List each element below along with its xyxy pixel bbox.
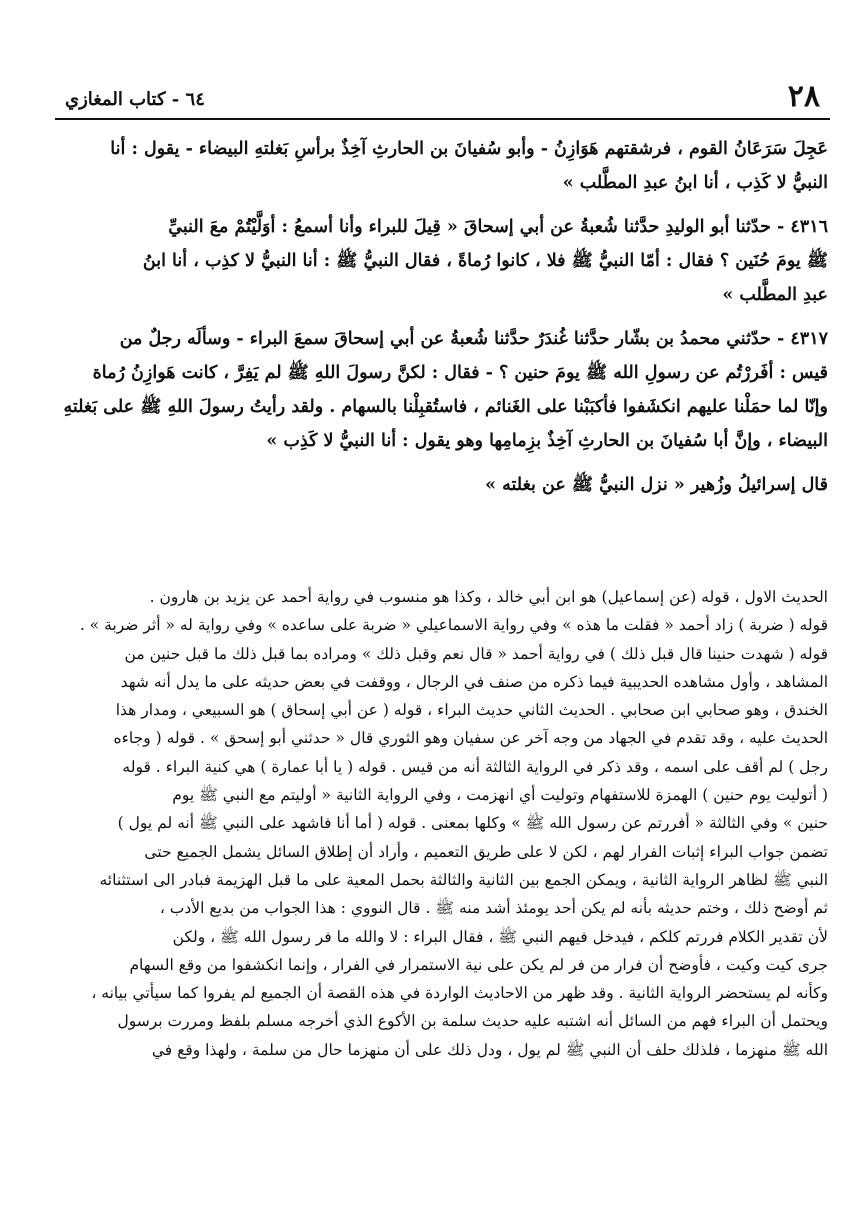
hadith-line: البيضاء ، وإنَّ أبا سُفيانَ بن الحارثِ آخِذٌ بزِمامِها وهو يقول : أنا النبيُّ لا كَذِب » [266, 431, 828, 451]
commentary-line: النبي ﷺ لظاهر الرواية الثانية ، ويمكن الجمع بين الثانية والثالثة بحمل المعية على ما قبل الهزيمة فبادر الى استثنائه [99, 870, 828, 889]
commentary-line: المشاهد ، وأول مشاهده الحديبية فيما ذكره من صنف في الرجال ، ووقفت في بعض حديثه على ما يدل أنه شهد [120, 672, 828, 691]
hadith-line: عبدِ المطَّلب » [722, 285, 828, 305]
hadith-text [58, 132, 828, 502]
commentary-line: جرى كيت وكيت ، فأوضح أن فرار من فر لم يكن على نية الاستمرار في الفرار ، وإنما انكشفوا من وقع السهام [129, 955, 828, 974]
page-number: ٢٨ [787, 79, 820, 114]
hadith-line: وإنّا لما حمَلْنا عليهم انكشَفوا فأكبَبْنا على الغَنائم ، فاستُقبِلْنا بالسهام . ولقد رأيتُ رسولَ اللهِ ﷺ على بَغلتهِ [63, 397, 828, 417]
hadith-line: ﷺ يومَ حُنَين ؟ فقال : أمّا النبيُّ ﷺ فلا ، كانوا رُماةً ، فقال النبيُّ ﷺ : أنا النبيُّ لا كذِب ، أنا ابنُ [142, 251, 828, 271]
commentary-line: وكأنه لم يستحضر الرواية الثانية . وقد ظهر من الاحاديث الواردة في هذه القصة أن الجميع لم يفروا كما سيأتي بيانه ، [91, 984, 828, 1003]
commentary-line: الله ﷺ منهزما ، فلذلك حلف أن النبي ﷺ لم يول ، ودل ذلك على أن منهزما حال من سلمة ، ولهذا وقع في [151, 1040, 828, 1059]
hadith-line: ٤٣١٧ - حدّثني محمدُ بن بشّار حدَّثنا غُندَرٌ حدَّثنا شُعبةُ عن أبي إسحاقَ سمعَ البراء - وسألَه رجلٌ من [119, 329, 828, 349]
hadith-line: قيس : أفَررْتُم عن رسولِ الله ﷺ يومَ حنين ؟ - فقال : لكنَّ رسولَ اللهِ ﷺ لم يَفِرَّ ، كانت هَوازِنُ رُماة [92, 363, 828, 383]
commentary-line: ثم أوضح ذلك ، وختم حديثه بأنه لم يكن أحد يومئذ أشد منه ﷺ . قال النووي : هذا الجواب من بديع الأدب ، [159, 899, 828, 918]
hadith-line: النبيُّ لا كَذِب ، أنا ابنُ عبدِ المطَّلب » [562, 173, 828, 193]
commentary-line: ( أتوليت يوم حنين ) الهمزة للاستفهام وتوليت أي انهزمت ، وفي الرواية الثانية « أوليتم مع النبي ﷺ يوم [172, 786, 828, 805]
book-title: ٦٤ - كتاب المغازي [65, 89, 205, 110]
commentary-line: لأن تقدير الكلام فررتم كلكم ، فيدخل فيهم النبي ﷺ ، فقال البراء : لا والله ما فر رسول الله ﷺ ، ولكن [172, 927, 828, 946]
page-header [55, 78, 830, 120]
commentary-line: رجل ) لم أقف على اسمه ، وقد ذكر في الرواية الثالثة أنه من قيس . قوله ( يا أبا عمارة ) هي كنية البراء . قوله [122, 757, 828, 776]
commentary-line: قوله ( شهدت حنينا قال قبل ذلك ) في رواية أحمد « قال نعم وقبل ذلك » ومراده بما قبل ذلك ما قبل حنين من [124, 644, 828, 663]
commentary-line: حنين » وفي الثالثة « أفررتم عن رسول الله ﷺ » وكلها بمعنى . قوله ( أما أنا فاشهد على النبي ﷺ أنه لم يول ) [117, 814, 828, 833]
hadith-line: قال إسرائيلُ وزُهير « نزل النبيُّ ﷺ عن بغلته » [485, 475, 828, 495]
hadith-line: ٤٣١٦ - حدّثنا أبو الوليدِ حدَّثنا شُعبةُ عن أبي إسحاقَ « قِيلَ للبراء وأنا أسمعُ : أوَلَّيْتُمْ معَ النبيِّ [168, 217, 828, 237]
commentary-line: ويحتمل أن البراء فهم من السائل أنه اشتبه عليه حديث سلمة بن الأكوع الذي أخرجه مسلم بلفظ ومررت برسول [117, 1012, 828, 1031]
hadith-line: عَجِلَ سَرَعَانُ القوم ، فرشقتهم هَوَازِنُ - وأبو سُفيانَ بن الحارثِ آخِذٌ برأسِ بَغلتهِ البيضاء - يقول : أنا [110, 139, 828, 159]
commentary-line: الحديث عليه ، وقد تقدم في الجهاد من وجه آخر عن سفيان وهو الثوري قال « حدثني أبو إسحق » . قوله ( وجاءه [113, 729, 828, 748]
commentary-line: تضمن جواب البراء إثبات الفرار لهم ، لكن لا على طريق التعميم ، وأراد أن إطلاق السائل يشمل الجميع حتى [144, 842, 828, 861]
commentary [58, 583, 828, 1064]
commentary-line: الحديث الاول ، قوله (عن إسماعيل) هو ابن أبي خالد ، وكذا هو منسوب في رواية أحمد عن يزيد بن هارون . [149, 588, 828, 606]
commentary-line: قوله ( ضربة ) زاد أحمد « فقلت ما هذه » وفي رواية الاسماعيلي « ضربة على ساعده » وفي رواية له « أثر ضربة » . [79, 616, 828, 635]
commentary-line: الخندق ، وهو صحابي ابن صحابي . الحديث الثاني حديث البراء ، قوله ( عن أبي إسحاق ) هو السبيعي ، ومدار هذا [115, 701, 828, 720]
